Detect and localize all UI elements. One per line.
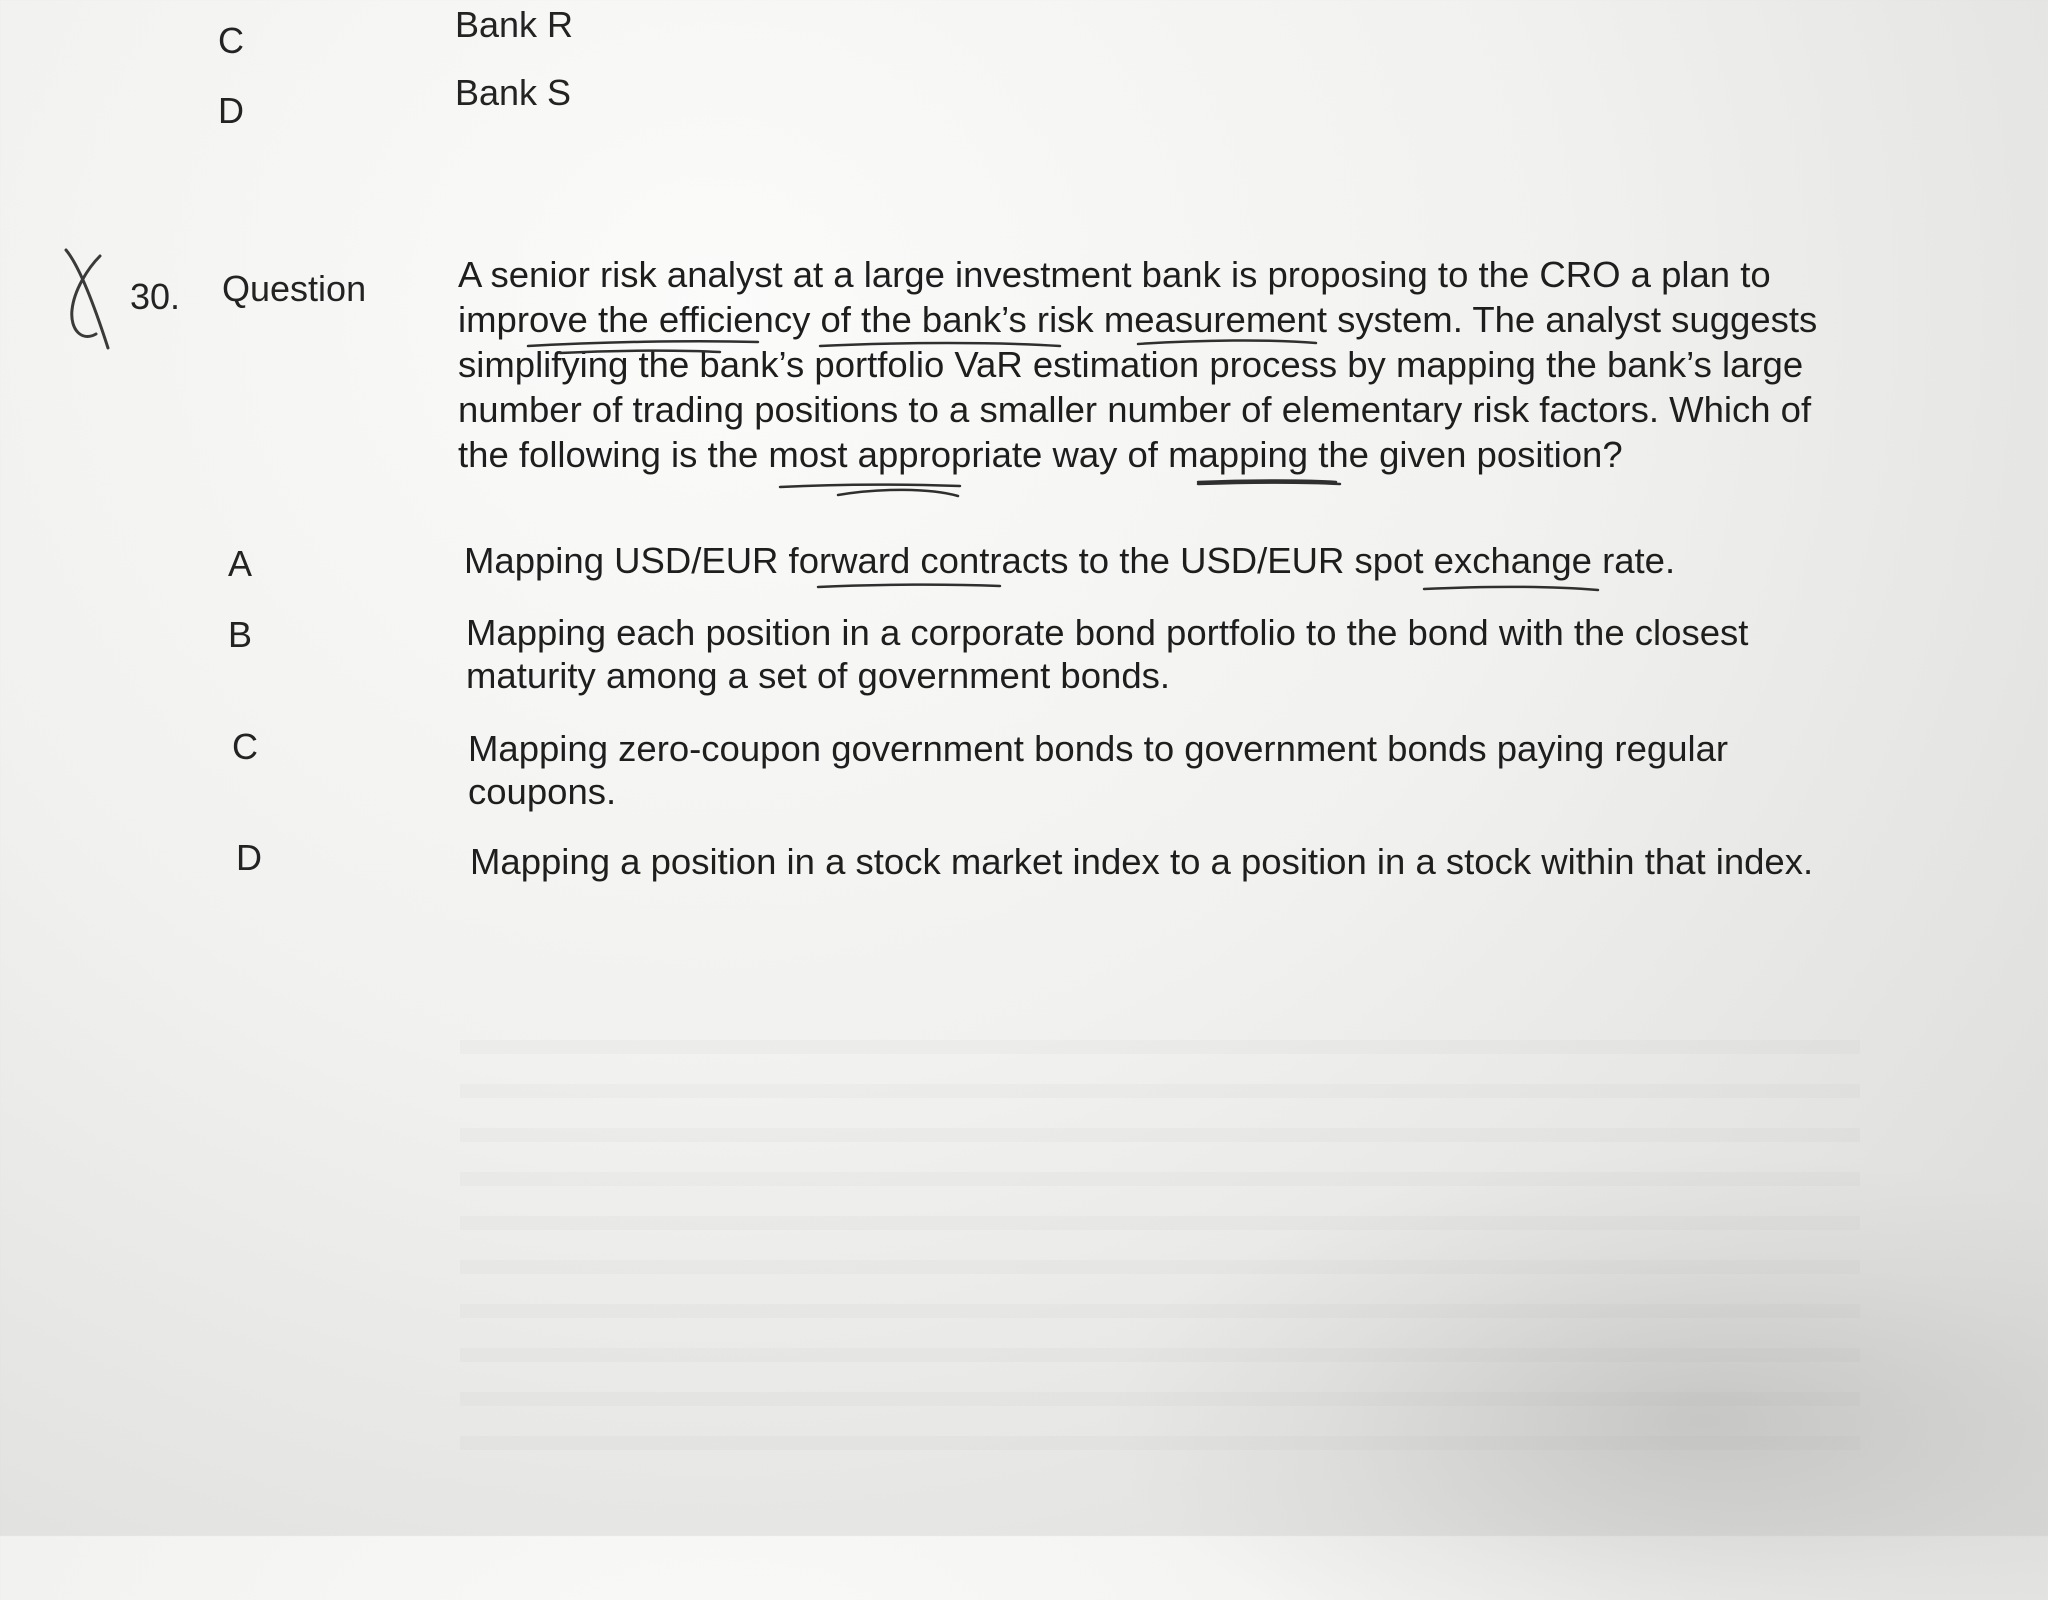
option-a-letter: A <box>228 543 253 584</box>
stem-line: A senior risk analyst at a large investment bank is proposing to the CRO a plan to <box>458 254 1771 295</box>
underline-mark <box>1424 587 1598 590</box>
option-d-text <box>470 840 1813 883</box>
option-b-text <box>466 611 1748 697</box>
question-stem <box>458 252 1817 477</box>
page-shadow <box>1100 1150 2048 1600</box>
prev-option-c-text: Bank R <box>455 4 574 45</box>
option-b-letter: B <box>228 614 253 655</box>
option-line: Mapping USD/EUR forward contracts to the USD/EUR spot exchange rate. <box>464 540 1676 581</box>
stem-line: improve the efficiency of the bank’s risk measurement system. The analyst suggests <box>458 299 1818 340</box>
option-line: Mapping each position in a corporate bond portfolio to the bond with the closest <box>466 612 1749 653</box>
underline-mark <box>1198 483 1340 485</box>
underline-mark <box>1198 481 1336 483</box>
prev-option-c-letter: C <box>218 20 244 61</box>
option-line: maturity among a set of government bonds. <box>466 655 1171 696</box>
underline-mark <box>780 485 960 487</box>
margin-x-mark <box>66 250 108 348</box>
question-label: Question <box>222 268 367 309</box>
stem-line: the following is the most appropriate way of mapping the given position? <box>458 434 1623 475</box>
underline-mark <box>818 585 1000 587</box>
stem-line: simplifying the bank’s portfolio VaR estimation process by mapping the bank’s large <box>458 344 1804 385</box>
option-line: Mapping zero-coupon government bonds to government bonds paying regular <box>468 728 1729 769</box>
option-line: coupons. <box>468 771 617 812</box>
underline-mark <box>838 490 958 496</box>
prev-option-d-text: Bank S <box>455 72 572 113</box>
bleed-through-texture <box>460 1040 1860 1460</box>
option-a-text <box>464 539 1675 582</box>
question-number: 30. <box>130 276 181 317</box>
option-c-text <box>468 727 1728 813</box>
option-d-letter: D <box>236 837 262 878</box>
option-line: Mapping a position in a stock market index to a position in a stock within that index. <box>470 841 1814 882</box>
option-c-letter: C <box>232 726 258 767</box>
stem-line: number of trading positions to a smaller number of elementary risk factors. Which of <box>458 389 1812 430</box>
margin-x-mark <box>72 256 100 337</box>
prev-option-d-letter: D <box>218 90 244 131</box>
